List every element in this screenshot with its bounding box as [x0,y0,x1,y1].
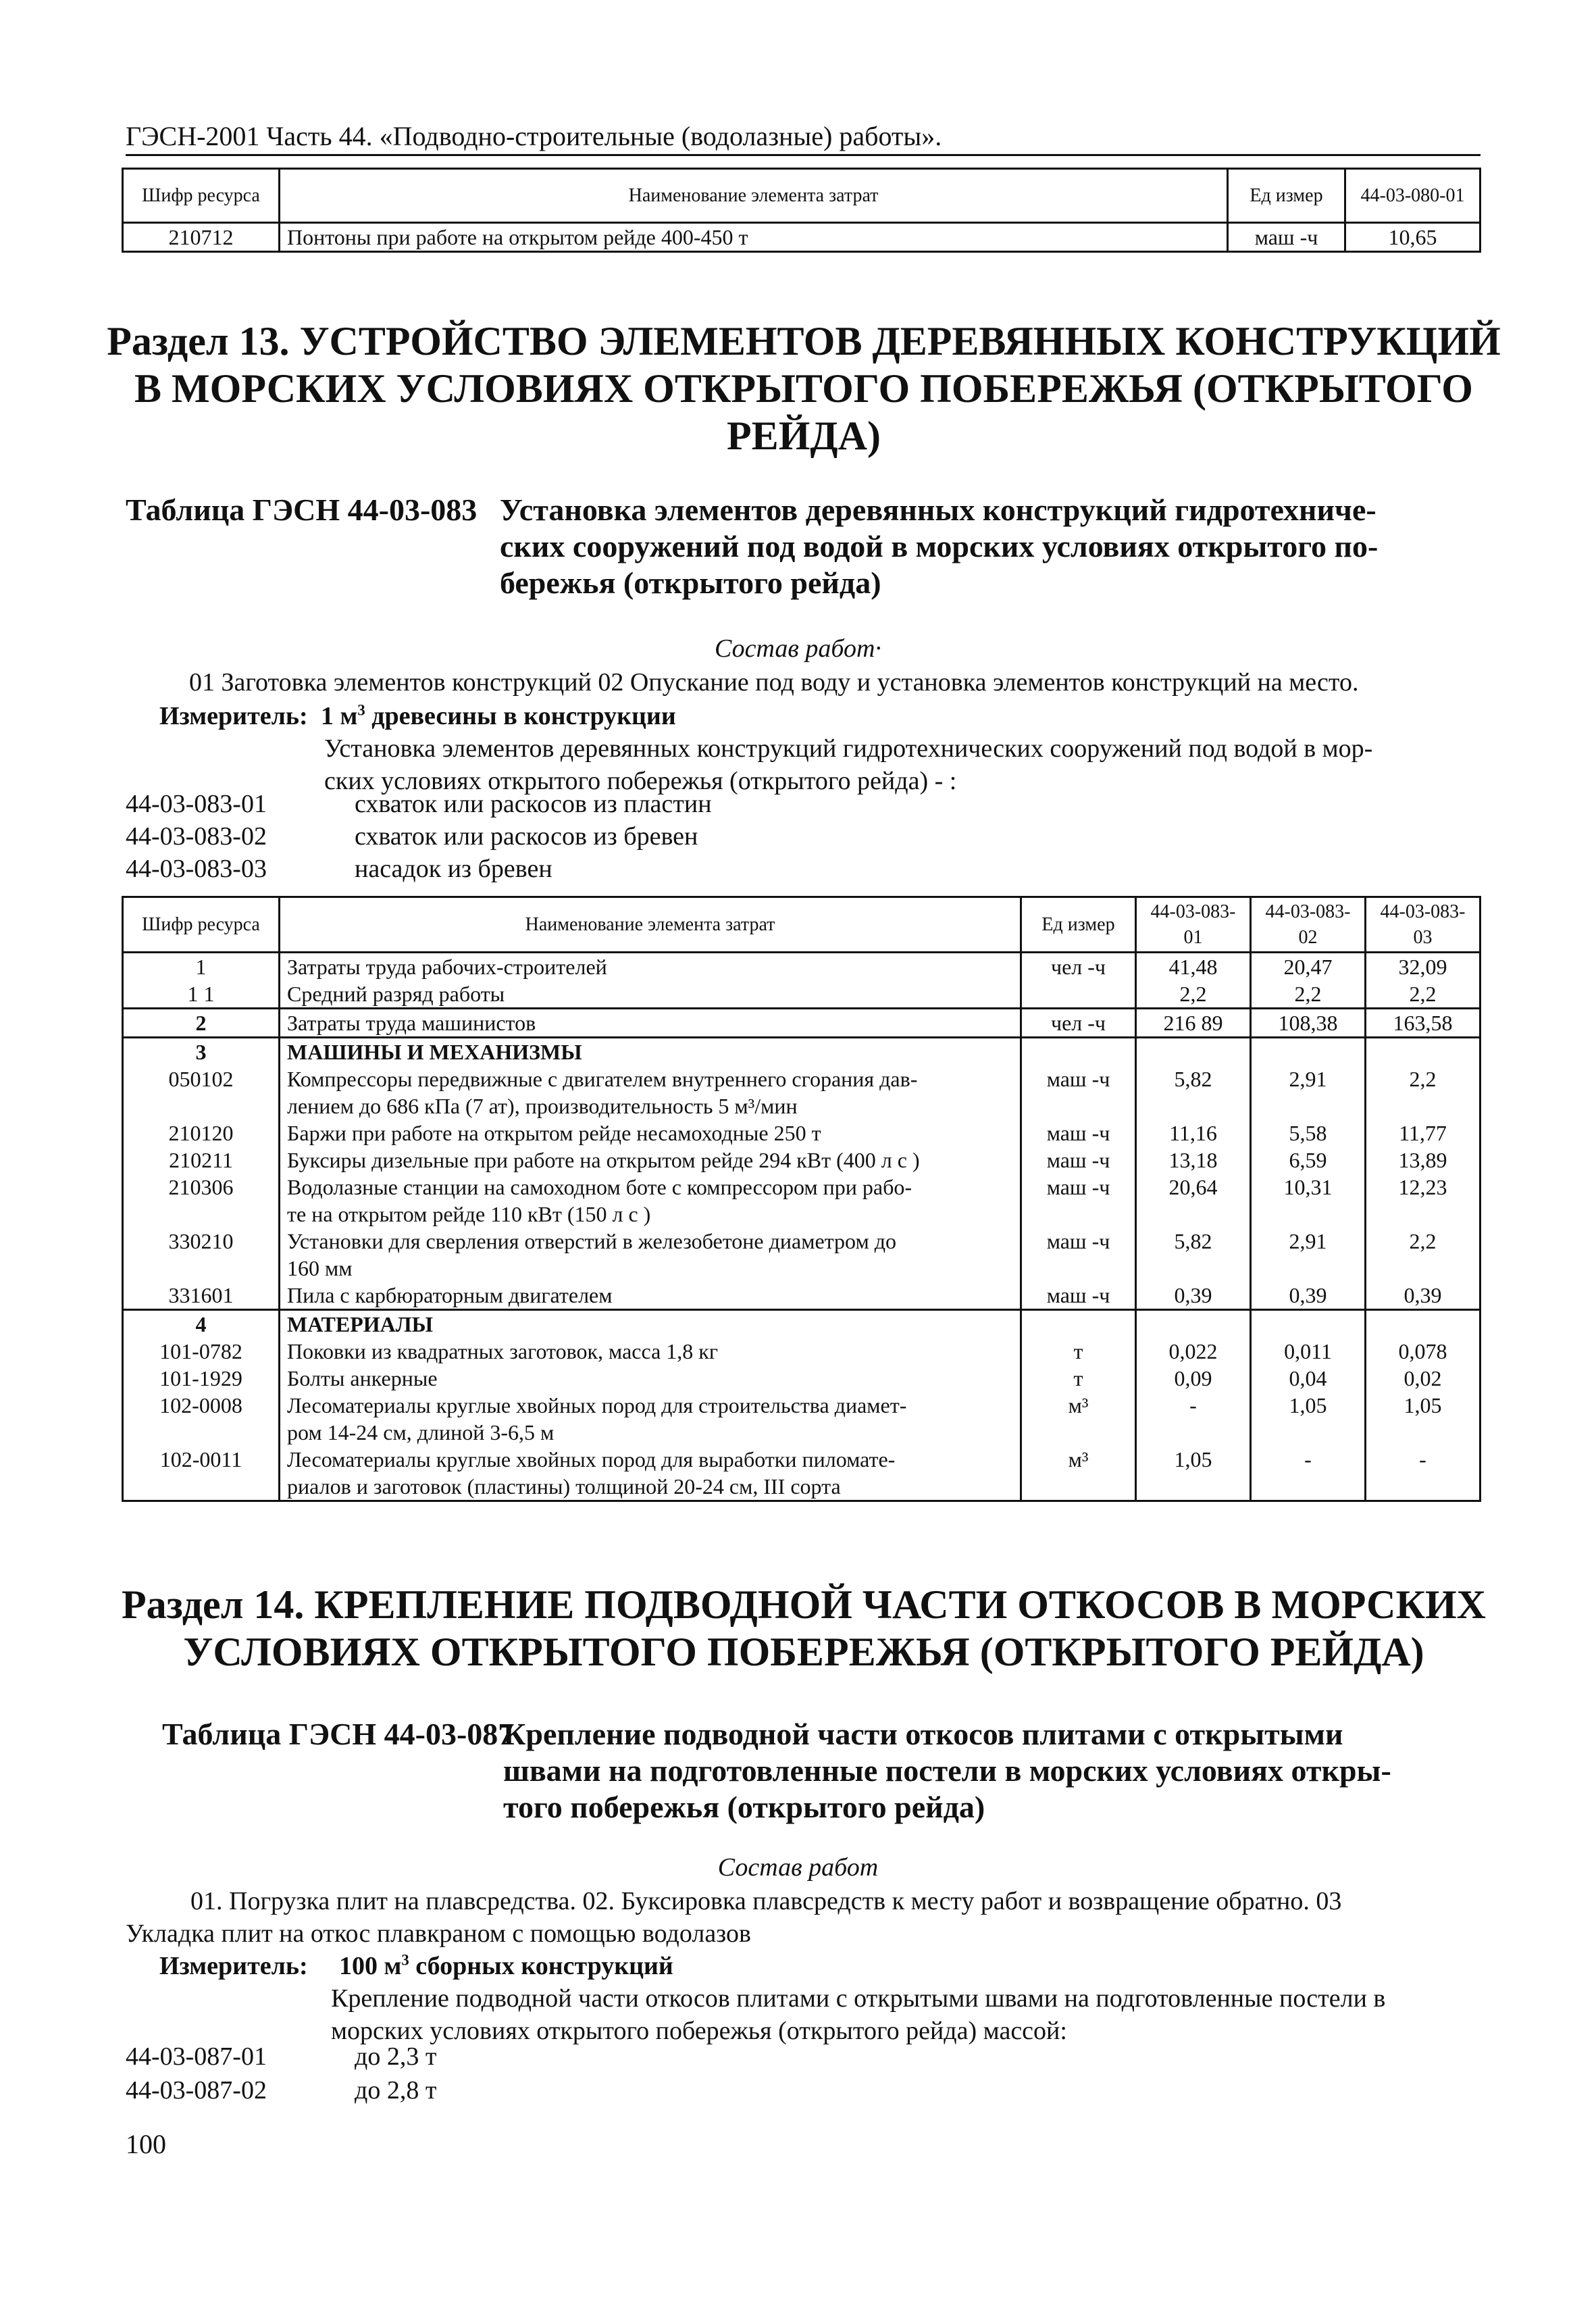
cell-name-line2: те на открытом рейде 110 кВт (150 л с ) [287,1202,651,1226]
sostav-line2: Укладка плит на откос плавкраном с помощью водолазов [126,1919,751,1948]
cell-code: 1 1 [123,980,280,1009]
cell-unit: чел -ч [1021,953,1136,981]
section13-title [101,318,1506,459]
cell-value: 0,39 [1366,1282,1481,1310]
sostav-label: Состав работ· [715,634,881,663]
item-text: схваток или раскосов из бревен [355,822,698,851]
meter-value-post: древесины в конструкции [365,702,676,730]
item-code: 44-03-087-02 [126,2076,267,2105]
meter-value-sup: 3 [357,701,365,719]
cell-name: Болты анкерные [280,1365,1021,1392]
cell-unit: м³ [1021,1392,1136,1446]
cell-name [280,1228,1021,1282]
item-code: 44-03-083-01 [126,790,267,818]
cell-name-line1: Установки для сверления отверстий в железобетоне диаметром до [287,1229,896,1253]
cell-name: Понтоны при работе на открытом рейде 400-450 т [280,223,1228,252]
sostav-line1: 01. Погрузка плит на плавсредства. 02. Буксировка плавсредств к месту работ и возвращение обратно. 03 [190,1887,1342,1915]
cell-unit: маш -ч [1021,1120,1136,1147]
table-087-prefix: Таблица ГЭСН 44-03-087 [162,1717,514,1751]
table-083-title [500,492,1486,601]
resource-table-083 [122,896,1481,1502]
cell-value: 10,31 [1251,1174,1366,1228]
table-row [123,1310,1481,1338]
cell-value [1251,1310,1366,1338]
cell-name: Баржи при работе на открытом рейде несамоходные 250 т [280,1120,1021,1147]
sostav-text [126,1885,1490,1950]
cell-code: 102-0008 [123,1392,280,1446]
col-header-name: Наименование элемента затрат [280,169,1228,223]
cell-value: 2,2 [1366,1228,1481,1282]
table-row [123,1338,1481,1365]
table-row [123,1120,1481,1147]
col-header-v3: 44-03-083-03 [1366,897,1481,953]
cell-unit: маш -ч [1021,1065,1136,1120]
item-text: схваток или раскосов из пластин [355,790,712,818]
meter-value-post: сборных конструкций [409,1952,673,1980]
cell-code: 331601 [123,1282,280,1310]
cell-value [1136,1310,1251,1338]
cell-value: 0,02 [1366,1365,1481,1392]
meter-value-pre: 100 м [339,1952,402,1980]
cell-value [1366,1310,1481,1338]
col-header-v2: 44-03-083-02 [1251,897,1366,953]
intro-line1: Крепление подводной части откосов плитами с открытыми швами на подготовленные постели в [331,1984,1386,2013]
cell-value: 5,58 [1251,1120,1366,1147]
col-header-v1: 44-03-080-01 [1345,169,1481,223]
cell-name-line2: 160 мм [287,1256,353,1280]
cell-unit: маш -ч [1021,1174,1136,1228]
section14-title-line1: Раздел 14. КРЕПЛЕНИЕ ПОДВОДНОЙ ЧАСТИ ОТКОСОВ В МОРСКИХ [122,1582,1486,1627]
cell-code: 101-1929 [123,1365,280,1392]
table-087-title-line1: Крепление подводной части откосов плитами с открытыми [503,1717,1343,1751]
cell-code: 330210 [123,1228,280,1282]
table-row [123,1038,1481,1066]
cell-value: 0,022 [1136,1338,1251,1365]
cell-unit: т [1021,1338,1136,1365]
cell-name: Поковки из квадратных заготовок, масса 1,8 кг [280,1338,1021,1365]
cell-name [280,1174,1021,1228]
cell-unit [1021,1038,1136,1066]
cell-code: 210211 [123,1147,280,1174]
intro-line1: Установка элементов деревянных конструкций гидротехнических сооружений под водой в мор- [324,734,1373,763]
cell-name-line2: ром 14-24 см, длиной 3-6,5 м [287,1420,555,1444]
item-code: 44-03-083-03 [126,855,267,883]
header-rule [126,154,1481,156]
col-header-name: Наименование элемента затрат [280,897,1021,953]
meter-value-pre: 1 м [321,702,358,730]
section13-title-line1: Раздел 13. УСТРОЙСТВО ЭЛЕМЕНТОВ ДЕРЕВЯННЫХ КОНСТРУКЦИЙ [107,319,1501,363]
cell-value: 20,47 [1251,953,1366,981]
cell-code: 102-0011 [123,1446,280,1501]
meter-value-sup: 3 [401,1951,409,1969]
cell-name: Пила с карбюраторным двигателем [280,1282,1021,1310]
meter-label: Измеритель: [159,702,308,730]
item-code: 44-03-083-02 [126,822,267,851]
table-row [123,1174,1481,1228]
cell-code: 050102 [123,1065,280,1120]
cell-name-line1: Компрессоры передвижные с двигателем внутреннего сгорания дав- [287,1067,918,1091]
meter-value [321,701,676,731]
cell-unit [1021,980,1136,1009]
section14-title-line2: УСЛОВИЯХ ОТКРЫТОГО ПОБЕРЕЖЬЯ (ОТКРЫТОГО РЕЙДА) [183,1630,1424,1674]
col-header-v1: 44-03-083-01 [1136,897,1251,953]
cell-value: 216 89 [1136,1009,1251,1038]
cell-value: 13,18 [1136,1147,1251,1174]
cell-name: Затраты труда машинистов [280,1009,1021,1038]
cell-name [280,1392,1021,1446]
table-row [123,980,1481,1009]
cell-value: 20,64 [1136,1174,1251,1228]
cell-value: 0,09 [1136,1365,1251,1392]
cell-name: Буксиры дизельные при работе на открытом рейде 294 кВт (400 л с ) [280,1147,1021,1174]
cell-value: 2,91 [1251,1065,1366,1120]
item-text: до 2,3 т [355,2042,437,2071]
cell-value: 13,89 [1366,1147,1481,1174]
table-row [123,1392,1481,1446]
cell-code: 210712 [123,223,280,252]
table-row [123,1228,1481,1282]
cell-code: 1 [123,953,280,981]
cell-name: МАШИНЫ И МЕХАНИЗМЫ [280,1038,1021,1066]
table-087-title-line3: того побережья (открытого рейда) [503,1790,985,1824]
cell-code: 210120 [123,1120,280,1147]
cell-value: - [1136,1392,1251,1446]
cell-unit: м³ [1021,1446,1136,1501]
cell-value: 2,91 [1251,1228,1366,1282]
cell-value: 5,82 [1136,1065,1251,1120]
top-resource-table [122,168,1481,253]
cell-unit: маш -ч [1228,223,1345,252]
table-083-title-line1: Установка элементов деревянных конструкций гидротехниче- [500,493,1376,527]
cell-value: 0,39 [1251,1282,1366,1310]
cell-name [280,1065,1021,1120]
cell-name-line1: Водолазные станции на самоходном боте с компрессором при рабо- [287,1175,912,1199]
table-row [123,1365,1481,1392]
cell-value: 0,39 [1136,1282,1251,1310]
intro-text [331,1982,1506,2047]
cell-unit: т [1021,1365,1136,1392]
cell-value [1136,1038,1251,1066]
cell-value: 2,2 [1366,1065,1481,1120]
col-header-unit: Ед измер [1228,169,1345,223]
cell-value [1366,1038,1481,1066]
table-083-title-line2: ских сооружений под водой в морских условиях открытого по- [500,529,1379,563]
table-row [123,223,1481,252]
table-row [123,1282,1481,1310]
cell-value: 1,05 [1136,1446,1251,1501]
cell-value: 11,77 [1366,1120,1481,1147]
cell-name-line1: Лесоматериалы круглые хвойных пород для выработки пиломате- [287,1447,896,1472]
cell-value: 11,16 [1136,1120,1251,1147]
table-row [123,1009,1481,1038]
section13-title-line2: В МОРСКИХ УСЛОВИЯХ ОТКРЫТОГО ПОБЕРЕЖЬЯ (ОТКРЫТОГО [134,366,1473,411]
cell-name [280,1446,1021,1501]
cell-value: 2,2 [1136,980,1251,1009]
cell-value: 10,65 [1345,223,1481,252]
cell-code: 2 [123,1009,280,1038]
cell-name-line2: риалов и заготовок (пластины) толщиной 20-24 см, III сорта [287,1474,841,1499]
cell-name: Средний разряд работы [280,980,1021,1009]
page-number: 100 [126,2129,166,2159]
cell-name-line2: лением до 686 кПа (7 ат), производительность 5 м³/мин [287,1094,798,1118]
cell-unit: маш -ч [1021,1147,1136,1174]
cell-value: - [1251,1446,1366,1501]
table-083-title-line3: бережья (открытого рейда) [500,565,881,600]
cell-value: 5,82 [1136,1228,1251,1282]
cell-unit: маш -ч [1021,1282,1136,1310]
cell-code: 4 [123,1310,280,1338]
cell-code: 210306 [123,1174,280,1228]
cell-value: 0,011 [1251,1338,1366,1365]
cell-name: МАТЕРИАЛЫ [280,1310,1021,1338]
table-row [123,1065,1481,1120]
table-row [123,1147,1481,1174]
cell-unit [1021,1310,1136,1338]
cell-value: 0,078 [1366,1338,1481,1365]
cell-value: 1,05 [1366,1392,1481,1446]
cell-code: 101-0782 [123,1338,280,1365]
cell-value: 163,58 [1366,1009,1481,1038]
intro-line2: морских условиях открытого побережья (открытого рейда) массой: [331,2017,1067,2045]
table-087-title-line2: швами на подготовленные постели в морских условиях откры- [503,1753,1391,1788]
cell-unit: чел -ч [1021,1009,1136,1038]
cell-value: - [1366,1446,1481,1501]
meter-label: Измеритель: [159,1952,308,1980]
running-header: ГЭСН-2001 Часть 44. «Подводно-строительные (водолазные) работы». [126,121,942,151]
cell-unit: маш -ч [1021,1228,1136,1282]
cell-value: 41,48 [1136,953,1251,981]
cell-value: 12,23 [1366,1174,1481,1228]
cell-value: 32,09 [1366,953,1481,981]
intro-line2: ских условиях открытого побережья (открытого рейда) - : [324,767,957,795]
table-087-title [503,1716,1489,1826]
item-text: до 2,8 т [355,2076,437,2105]
section14-title [101,1581,1506,1676]
cell-value: 2,2 [1251,980,1366,1009]
col-header-code: Шифр ресурса [123,897,280,953]
sostav-text: 01 Заготовка элементов конструкций 02 Опускание под воду и установка элементов конструкций на место. [189,668,1359,697]
section13-title-line3: РЕЙДА) [727,413,881,458]
col-header-unit: Ед измер [1021,897,1136,953]
cell-code: 3 [123,1038,280,1066]
col-header-code: Шифр ресурса [123,169,280,223]
meter-value [339,1951,673,1981]
table-row [123,1446,1481,1501]
cell-name: Затраты труда рабочих-строителей [280,953,1021,981]
cell-value: 2,2 [1366,980,1481,1009]
cell-value: 0,04 [1251,1365,1366,1392]
table-083-prefix: Таблица ГЭСН 44-03-083 [126,493,478,527]
cell-name-line1: Лесоматериалы круглые хвойных пород для строительства диамет- [287,1393,907,1417]
cell-value [1251,1038,1366,1066]
item-text: насадок из бревен [355,855,552,883]
cell-value: 108,38 [1251,1009,1366,1038]
cell-value: 6,59 [1251,1147,1366,1174]
item-code: 44-03-087-01 [126,2042,267,2071]
cell-value: 1,05 [1251,1392,1366,1446]
sostav-label: Состав работ [717,1853,879,1882]
table-row [123,953,1481,981]
